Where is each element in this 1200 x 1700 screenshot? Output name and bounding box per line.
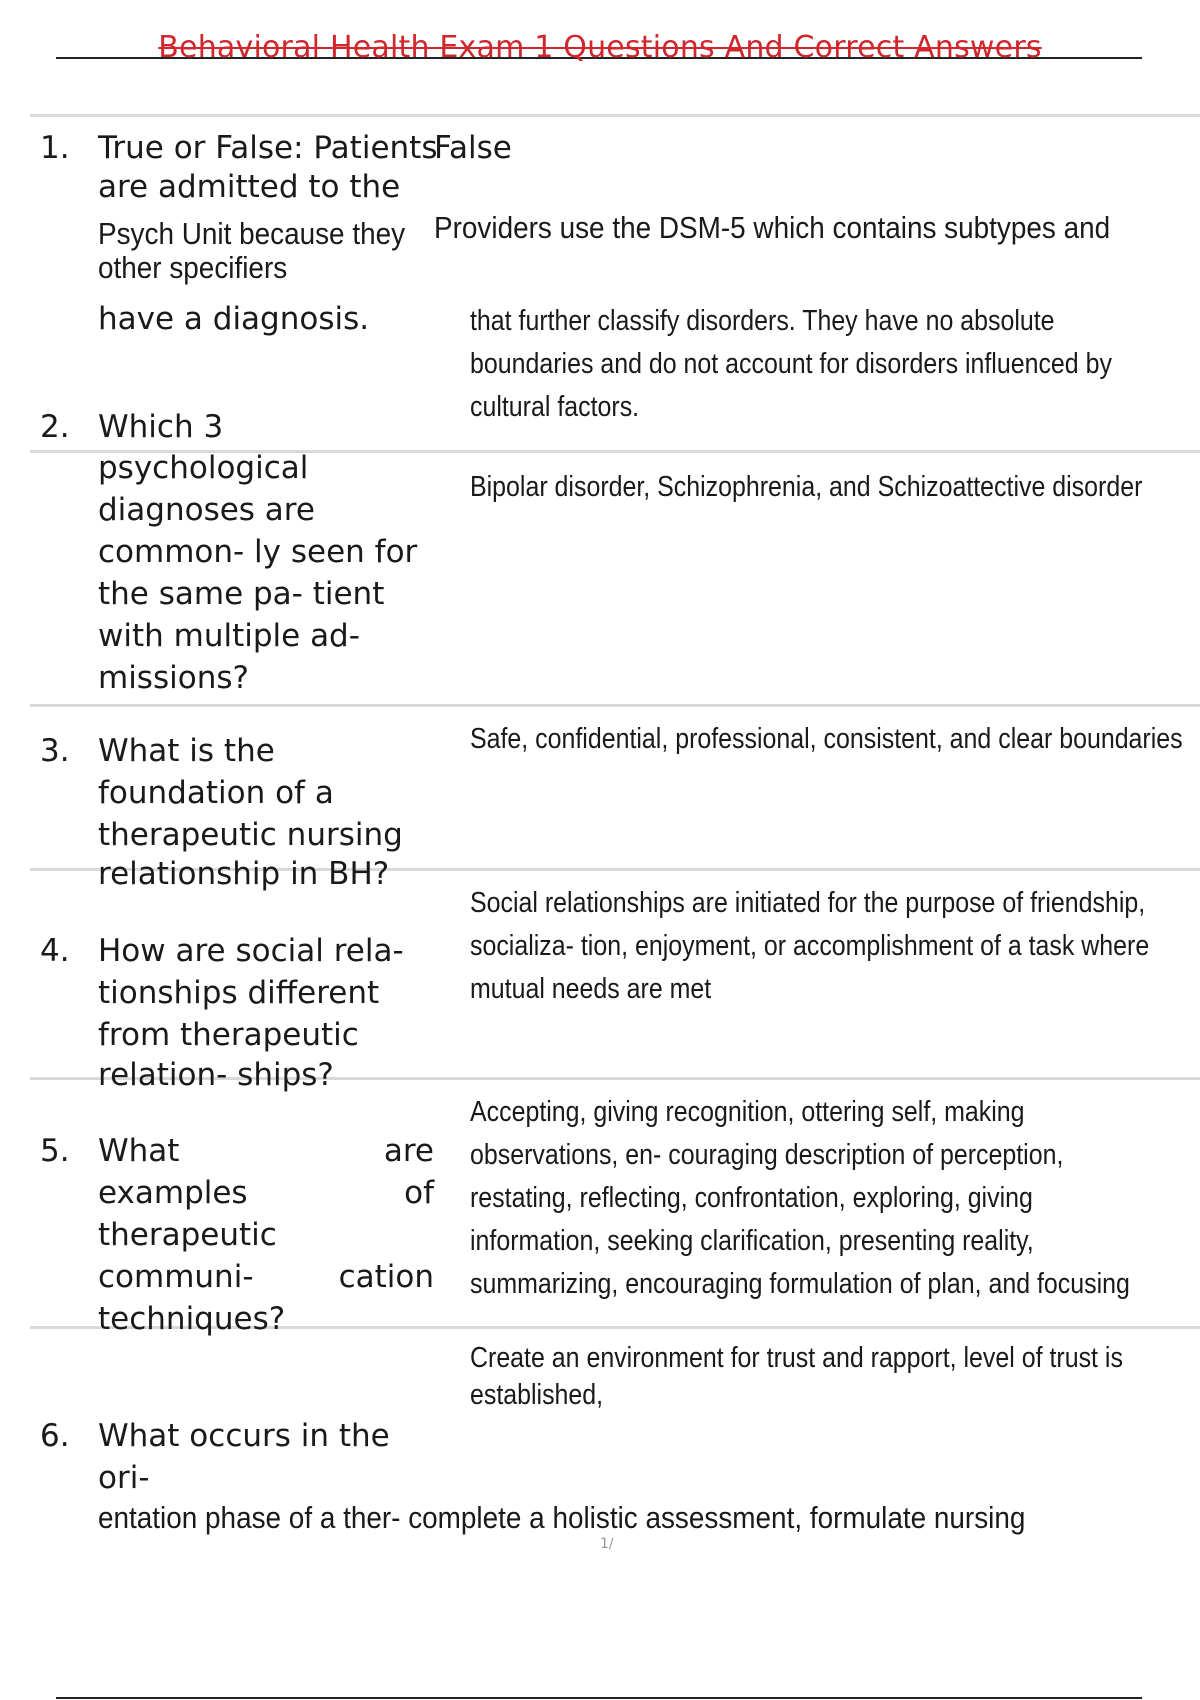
question-5-line: techniques? bbox=[98, 1301, 286, 1337]
question-5-line: What are bbox=[98, 1133, 434, 1169]
question-1-line: other specifiers bbox=[98, 250, 288, 285]
row-divider bbox=[30, 704, 1200, 707]
answer-1-line: Providers use the DSM-5 which contains subtypes and bbox=[434, 210, 1111, 245]
question-5-line: communi- cation bbox=[98, 1259, 434, 1295]
answer-6-text: Create an environment for trust and rapport, level of trust is established, bbox=[470, 1342, 1123, 1411]
question-2-line: Which 3 bbox=[98, 409, 224, 445]
answer-5-text: Accepting, giving recognition, ottering self, making observations, en- couraging description of perception, restating, reflecting, confrontation, exploring, giving information, seeking clarification, presenting reality, summarizing, encouraging formulation of plan, and focusing bbox=[470, 1096, 1130, 1300]
page-number: 1/ bbox=[600, 1536, 614, 1552]
question-6-line: What occurs in the bbox=[98, 1418, 390, 1454]
question-2-line: missions? bbox=[98, 660, 249, 696]
question-6-answer-line: entation phase of a ther- complete a holistic assessment, formulate nursing bbox=[98, 1500, 1026, 1535]
question-number: 3. bbox=[40, 733, 70, 769]
question-1-line: True or False: Patients bbox=[98, 130, 438, 166]
footer-rule bbox=[56, 1697, 1142, 1699]
question-3-line: foundation of a bbox=[98, 775, 334, 811]
answer-2-text: Bipolar disorder, Schizophrenia, and Schizoattective disorder bbox=[470, 471, 1143, 503]
question-5-line: therapeutic bbox=[98, 1217, 277, 1253]
question-3-line: therapeutic nursing bbox=[98, 817, 403, 853]
question-1-line: are admitted to the bbox=[98, 169, 401, 205]
row-divider bbox=[30, 114, 1200, 117]
question-number: 6. bbox=[40, 1418, 70, 1454]
document-title: Behavioral Health Exam 1 Questions And Correct Answers bbox=[158, 30, 1042, 65]
question-number: 1. bbox=[40, 130, 70, 166]
answer-3-text: Safe, confidential, professional, consistent, and clear boundaries bbox=[470, 723, 1183, 755]
question-3-line: relationship in BH? bbox=[98, 856, 390, 892]
question-2-line: the same pa- tient bbox=[98, 576, 385, 612]
question-2-line: diagnoses are bbox=[98, 492, 315, 528]
question-5-line: examples of bbox=[98, 1175, 434, 1211]
question-2-line: psychological bbox=[98, 450, 309, 486]
question-1-line: have a diagnosis. bbox=[98, 301, 370, 337]
question-2-line: with multiple ad- bbox=[98, 618, 360, 654]
question-4-line: tionships different bbox=[98, 975, 380, 1011]
question-4-line: from therapeutic bbox=[98, 1017, 359, 1053]
answer-4-text: Social relationships are initiated for the purpose of friendship, socializa- tion, enjoyment, or accomplishment of a task where mutual needs are met bbox=[470, 887, 1150, 1005]
question-1-answer: False bbox=[434, 130, 512, 166]
question-1-line: Psych Unit because they bbox=[98, 216, 406, 251]
question-2-line: common- ly seen for bbox=[98, 534, 418, 570]
question-4-line: How are social rela- bbox=[98, 933, 404, 969]
question-6-line: ori- bbox=[98, 1460, 150, 1496]
question-number: 5. bbox=[40, 1133, 70, 1169]
answer-1-text: that further classify disorders. They have no absolute boundaries and do not account for disorders influenced by cultural factors. bbox=[470, 305, 1112, 423]
question-4-line: relation- ships? bbox=[98, 1057, 334, 1093]
question-number: 4. bbox=[40, 933, 70, 969]
question-number: 2. bbox=[40, 409, 70, 445]
question-3-line: What is the bbox=[98, 733, 275, 769]
